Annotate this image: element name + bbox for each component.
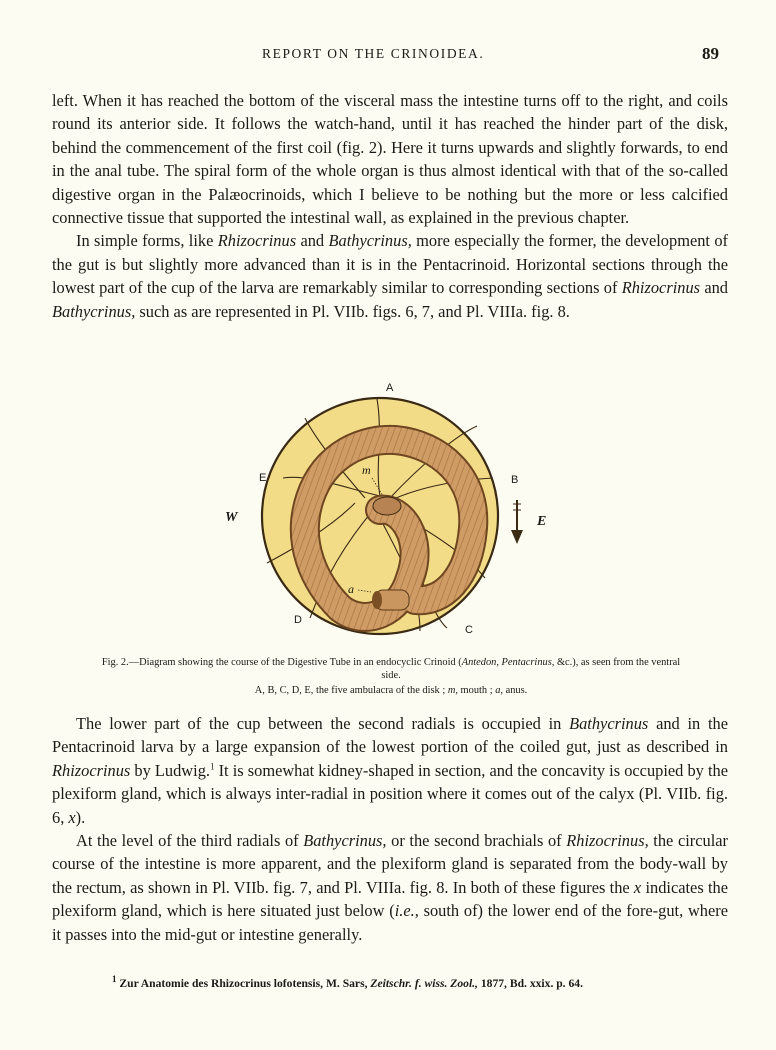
label-E: E <box>259 472 267 484</box>
lower-text <box>52 712 728 946</box>
paragraph-4: At the level of the third radials of Bathycrinus, or the second brachials of Rhizocrinus, the circular course of the intestine is more apparent, and the plexiform gland is separated from the body-wall by the rectum, as shown in Pl. VIIb. fig. 7, and Pl. VIIIa. fig. 8. In both of these figures the x indicates the plexiform gland, which is here situated just below (i.e., south of) the lower end of the fore-gut, where it passes into the mid-gut or intestine generally. <box>52 831 728 944</box>
upper-text <box>52 89 728 323</box>
label-D: D <box>294 614 302 626</box>
page-number: 89 <box>702 44 719 63</box>
label-west: W <box>225 510 238 525</box>
paragraph-3: The lower part of the cup between the second radials is occupied in Bathycrinus and in the Pentacrinoid larva by a large expansion of the lowest portion of the coiled gut, just as described in Rhizocrinus by Ludwig.$^1$ It is somewhat kidney-shaped in section, and the concavity is occupied by the plexiform gland, which is always inter-radial in position where it comes out of the calyx (Pl. VIIb. fig. 6, x). <box>52 714 729 827</box>
paragraph-1: left. When it has reached the bottom of the visceral mass the intestine turns off to the right, and coils round its anterior side. It follows the watch-hand, until it has reached the hinder part of the disk, behind the commencement of the first coil (fig. 2). Here it turns upwards and slightly forwards, to end in the anal tube. The spiral form of the whole organ is thus almost identical with that of the so-called digestive organ in the Palæocrinoids, which I believe to be nothing but the more or less calcified connective tissue that supported the intestinal wall, as explained in the previous chapter. <box>52 91 728 228</box>
paragraph-2: In simple forms, like Rhizocrinus and Bathycrinus, more especially the former, the development of the gut is but slightly more advanced than it is in the Pentacrinoid. Horizontal sections through the lowest part of the cup of the larva are remarkably similar to corresponding sections of Rhizocrinus and Bathycrinus, such as are represented in Pl. VIIb. figs. 6, 7, and Pl. VIIIa. fig. 8. <box>52 231 728 321</box>
running-head <box>0 44 776 68</box>
digestive-tube-diagram <box>215 378 545 648</box>
label-A: A <box>386 382 394 394</box>
direction-arrow-icon <box>511 500 523 544</box>
label-mouth: m <box>362 463 371 477</box>
label-C: C <box>465 624 473 636</box>
running-title: REPORT ON THE CRINOIDEA. <box>262 46 485 61</box>
label-east: E <box>537 514 547 529</box>
label-anus: a <box>348 582 354 596</box>
label-B: B <box>511 474 519 486</box>
figure-legend: A, B, C, D, E, the five ambulacra of the disk ; m, mouth ; a, anus. <box>254 685 528 696</box>
figure-caption: Fig. 2.—Diagram showing the course of the Digestive Tube in an endocyclic Crinoid (Antedon, Pentacrinus, &c.), as seen from the ventral side. <box>101 657 681 681</box>
figure-2 <box>215 378 545 648</box>
footnote: $^1$ Zur Anatomie des Rhizocrinus lofotensis, M. Sars, Zeitschr. f. wiss. Zool., 1877, Bd. xxix. p. 64. <box>112 974 583 990</box>
